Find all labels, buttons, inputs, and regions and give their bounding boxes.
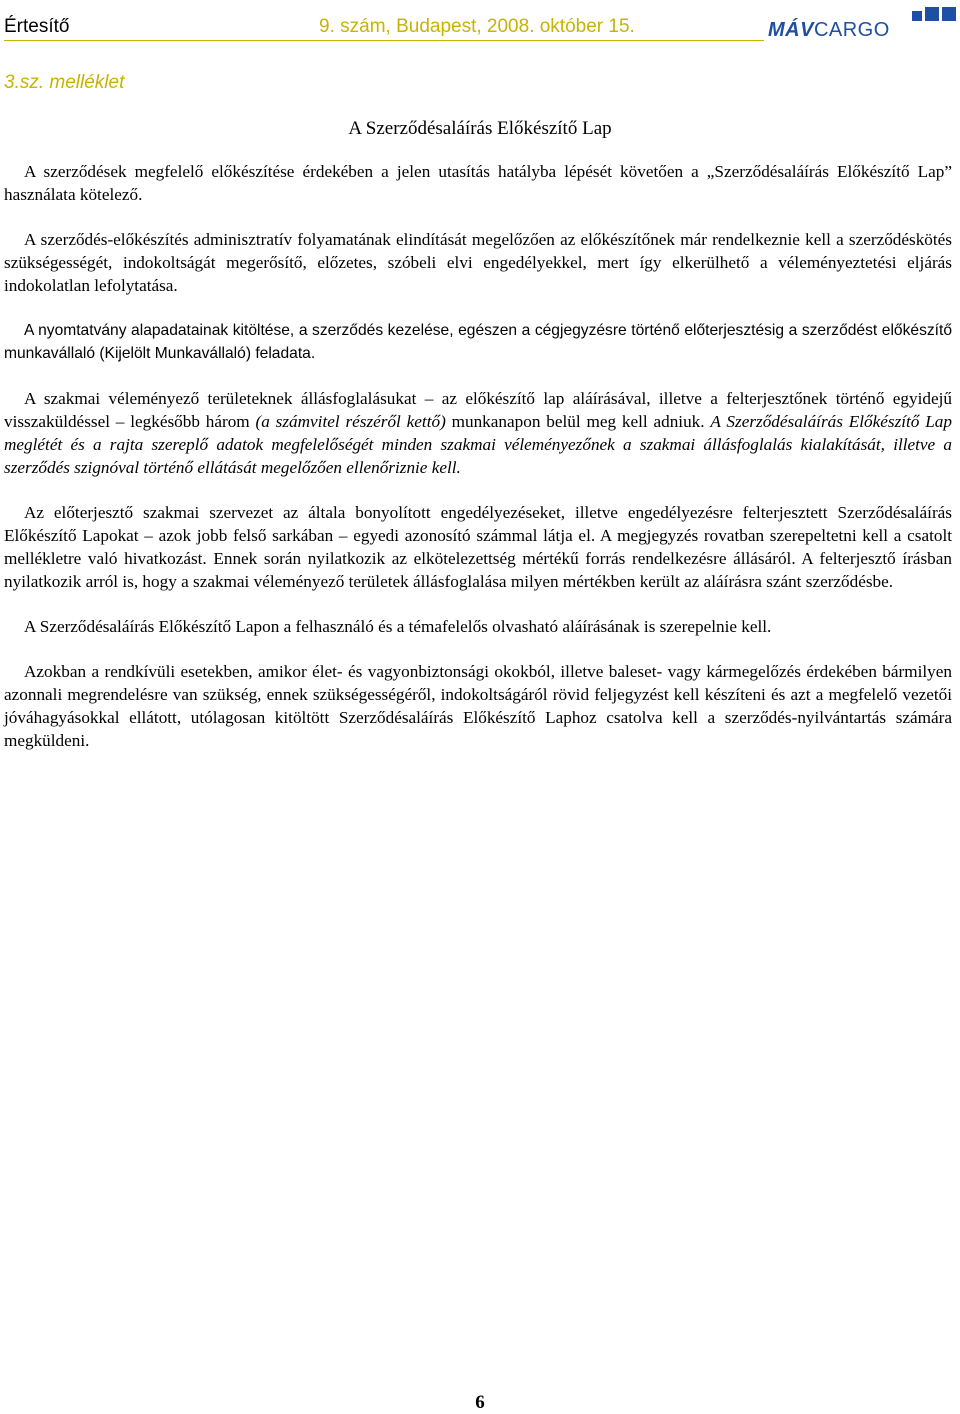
paragraph: Azokban a rendkívüli esetekben, amikor élet- és vagyonbiztonsági okokból, illetve baleset- vagy kármegelőzés érdekében bármilyen azonnali megrendelésre van szükség, ennek szükségességéről, indokoltságáról rövid feljegyzést kell készíteni és azt a megfelelő vezetői jóváhagyásokkal ellátott, utólagosan kitöltött Szerződésaláírás Előkészítő Laphoz csatolva kell a szerződés-nyilvántartás számára megküldeni. — [4, 662, 952, 750]
document-body — [4, 160, 952, 774]
paragraph: Az előterjesztő szakmai szervezet az általa bonyolított engedélyezéseket, illetve engedélyezésre felterjesztett Szerződésaláírás Előkészítő Lapokat – azok jobb felső sarkában – egyedi azonosító számmal látja el. A megjegyzés rovatban szerepeltetni kell a csatolt mellékletre való hivatkozást. Ennek során nyilatkozik az elkötelezettség mértékű forrás rendelkezésre állásáról. A felterjesztő írásban nyilatkozik arról is, hogy a szakmai véleményező területek állásfoglalása milyen mértékben került az aláírásra szánt szerződésbe. — [4, 503, 952, 591]
document-title: A Szerződésaláírás Előkészítő Lap — [348, 118, 612, 139]
paragraph: A nyomtatvány alapadatainak kitöltése, a szerződés kezelése, egészen a cégjegyzésre történő előterjesztésig a szerződést előkészítő munkavállaló (Kijelölt Munkavállaló) feladata. — [4, 322, 952, 362]
publication-name: Értesítő — [4, 16, 70, 37]
header-rule — [4, 40, 764, 41]
paragraph: A szerződések megfelelő előkészítése érdekében a jelen utasítás hatályba lépését követően a „Szerződésaláírás Előkészítő Lap” használata kötelező. — [4, 162, 952, 204]
paragraph: A szerződés-előkészítés adminisztratív folyamatának elindítását megelőzően az előkészítőnek már rendelkeznie kell a szerződéskötés szükségességét, indokoltságát megerősítő, előzetes, szóbeli elvi engedélyekkel, mert így elkerülhető a véleményeztetési eljárás indokolatlan lefolytatása. — [4, 230, 952, 295]
paragraph-italic: A Szerződésaláírás Előkészítő Lap meglétét és a rajta szereplő adatok megfelelőségét minden szakmai véleményezőnek a szakmai állásfoglalás kialakítását, illetve a szerződés szignóval történő ellátását megelőzően ellenőriznie kell. — [4, 412, 952, 477]
logo-mav-text: MÁV — [768, 19, 814, 41]
issue-info: 9. szám, Budapest, 2008. október 15. — [319, 16, 635, 37]
paragraph-text: A szakmai véleményező területeknek állásfoglalásukat – az előkészítő lap aláírásával, illetve a felterjesztőnek történő egyidejű visszaküldéssel – legkésőbb három — [4, 389, 952, 431]
paragraph-text: munkanapon belül meg kell adniuk. — [445, 412, 711, 431]
paragraph — [4, 387, 952, 479]
logo-squares-icon — [912, 7, 956, 21]
page-number: 6 — [475, 1392, 485, 1413]
logo-cargo-text: CARGO — [813, 19, 890, 41]
mavcargo-logo — [768, 6, 958, 40]
annex-label: 3.sz. melléklet — [4, 72, 125, 93]
paragraph-italic: (a számvitel részéről kettő) — [255, 412, 446, 431]
page-header — [0, 0, 960, 46]
paragraph: A Szerződésaláírás Előkészítő Lapon a felhasználó és a témafelelős olvasható aláírásának is szerepelnie kell. — [24, 617, 772, 636]
